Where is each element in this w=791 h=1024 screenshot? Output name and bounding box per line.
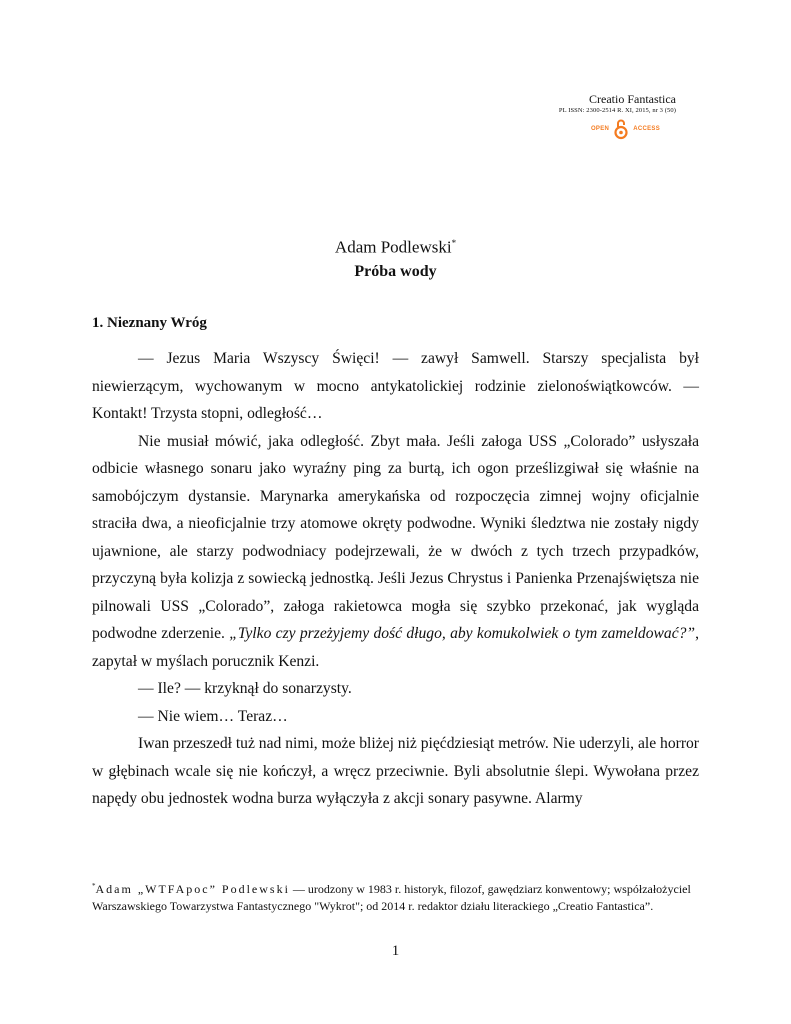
page-number: 1: [391, 943, 400, 959]
open-access-lock-icon: [614, 118, 628, 140]
footnote-text: — urodzony w 1983 r. historyk, filozof, gawędziarz konwentowy; współzałożyciel Warszawskiego Towarzystwa Fantastycznego "Wykrot"; od 2014 r. redaktor działu literackiego „Creatio Fantastica”.: [92, 882, 691, 913]
paragraph: — Nie wiem… Teraz…: [138, 707, 288, 725]
section-heading: 1. Nieznany Wróg: [92, 315, 207, 331]
open-label: OPEN: [590, 126, 610, 132]
footnote-mark: *: [92, 882, 96, 890]
paragraph: [92, 428, 699, 676]
footnote: [92, 878, 699, 914]
footnote-author: Adam „WTFApoc” Podlewski: [95, 882, 290, 896]
journal-name: Creatio Fantastica: [589, 92, 676, 106]
open-access-logo: [591, 118, 660, 140]
journal-header: [559, 92, 676, 115]
author-name: Adam Podlewski: [334, 237, 452, 257]
paragraph: — Ile? — krzyknął do sonarzysty.: [138, 680, 352, 697]
journal-issn: PL ISSN: 2300-2514 R. XI, 2015, nr 3 (50): [558, 107, 676, 114]
paragraph-text: Nie musiał mówić, jaka odległość. Zbyt mała. Jeśli załoga USS „Colorado” usłyszała odbicie własnego sonaru jako wyraźny ping za burtą, ich ogon prześlizgiwał się właśnie na samobójczym dystansie. Marynarka amerykańska od rozpoczęcia zimnej wojny oficjalnie straciła dwa, a nieoficjalnie trzy atomowe okręty podwodne. Wyniki śledztwa nie zostały nigdy ujawnione, ale starzy podwodniacy podejrzewali, że w dwóch z tych trzech przypadków, przyczyną była kolizja z sowiecką jednostką. Jeśli Jezus Chrystus i Panienka Przenajświętsza nie pilnowali USS „Colorado”, załoga rakietowca mogła się szybko przekonać, jak wygląda podwodne zderzenie.: [92, 432, 699, 642]
article-body: [92, 345, 699, 813]
access-label: ACCESS: [633, 126, 660, 132]
article-title: Próba wody: [354, 263, 437, 280]
article-author: [0, 232, 791, 259]
paragraph-tail: , zapytał w myślach porucznik Kenzi.: [92, 625, 699, 670]
paragraph: — Jezus Maria Wszyscy Święci! — zawył Samwell. Starszy specjalista był niewierzącym, wychowanym w mocno antykatolickiej rodzinie zielonoświątkowców. — Kontakt! Trzysta stopni, odległość…: [92, 350, 699, 422]
author-footnote-mark[interactable]: *: [451, 238, 457, 248]
paragraph-italic: „Tylko czy przeżyjemy dość długo, aby komukolwiek o tym zameldować?”: [229, 625, 696, 642]
paragraph: Iwan przeszedł tuż nad nimi, może bliżej niż pięćdziesiąt metrów. Nie uderzyli, ale horror w głębinach wcale się nie kończył, a wręcz przeciwnie. Byli absolutnie ślepi. Wywołana przez napędy obu jednostek wodna burza wyłączyła z akcji sonary pasywne. Alarmy: [92, 735, 700, 807]
